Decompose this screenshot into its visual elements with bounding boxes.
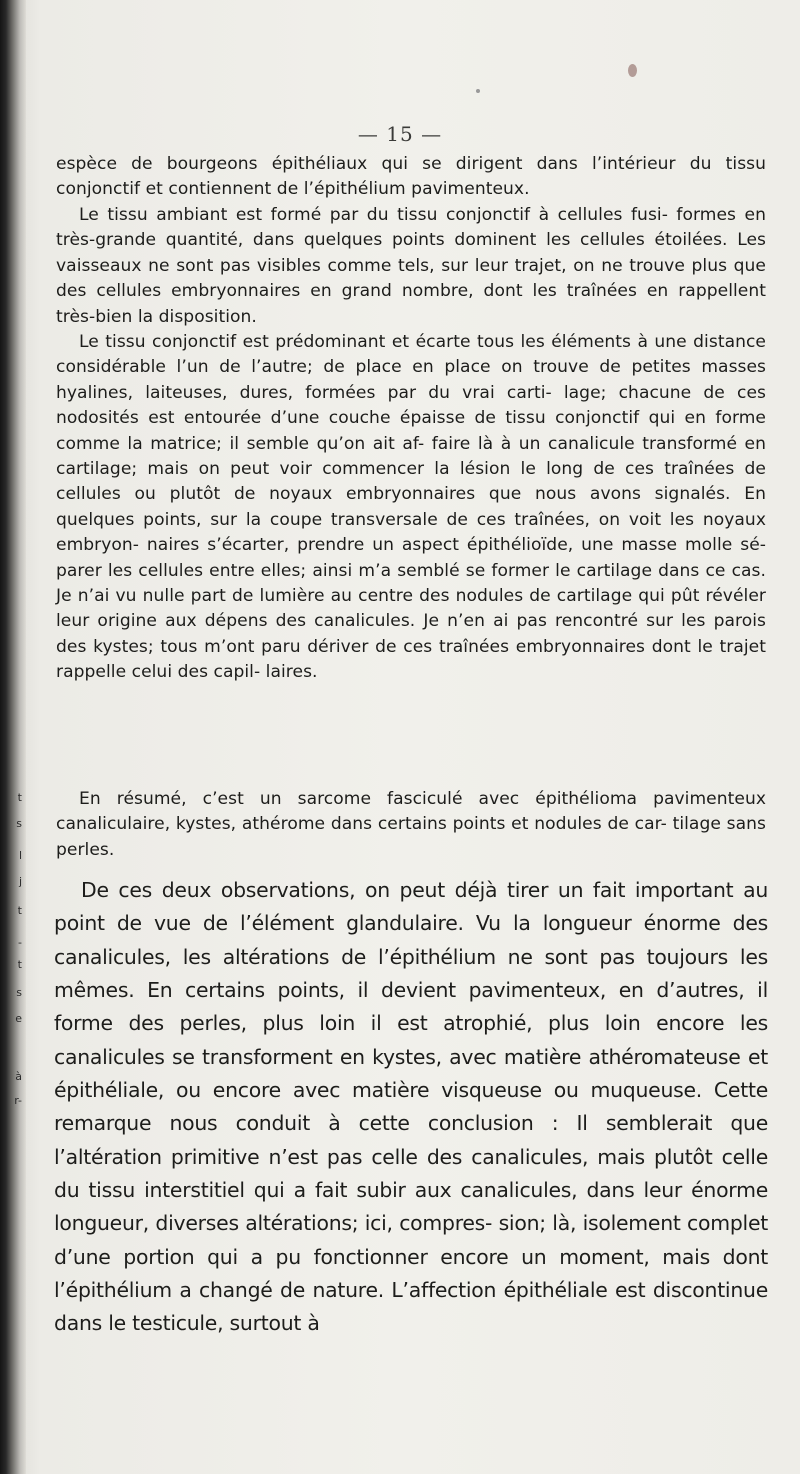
paragraph-continuation: espèce de bourgeons épithéliaux qui se dirigent dans l’intérieur du tissu conjonctif et contiennent de l’épithélium pavimenteux. [56, 154, 766, 200]
margin-fragment: r- [14, 1094, 22, 1107]
margin-fragment: t [17, 958, 22, 971]
page-binding-edge [0, 0, 26, 1474]
margin-fragment: t [17, 904, 22, 917]
margin-fragment: l [18, 849, 22, 862]
margin-fragment: - [18, 936, 22, 949]
margin-fragment: s [16, 986, 22, 999]
margin-fragment: e [15, 1012, 22, 1025]
ink-smudge [628, 64, 637, 77]
paragraph-conclusion: De ces deux observations, on peut déjà tirer un fait important au point de vue de l’élément glandulaire. Vu la longueur énorme des canalicules, les altérations de l’épithélium ne sont pas toujours les mêmes. En certains points, il devient pavimenteux, en d’autres, il forme des perles, plus loin il est atrophié, plus loin encore les canalicules se transforment en kystes, avec matière athéromateuse et épithéliale, ou encore avec matière visqueuse ou muqueuse. Cette remarque nous conduit à cette conclusion : Il semblerait que l’altération primitive n’est pas celle des canalicules, mais plutôt celle du tissu interstitiel qui a fait subir aux canalicules, dans leur énorme longueur, diverses altérations; ici, compres- sion; là, isolement complet d’une portion qui a pu fonctionner encore un moment, mais dont l’épithélium a changé de nature. L’affection épithéliale est discontinue dans le testicule, surtout à [54, 878, 768, 1336]
paper-speck [476, 89, 480, 93]
margin-fragment: s [16, 817, 22, 830]
paragraph-tissue-description: Le tissu ambiant est formé par du tissu conjonctif à cellules fusi- formes en très-grande quantité, dans quelques points dominent les cellules étoilées. Les vaisseaux ne sont pas visibles comme tels, sur leur trajet, on ne trouve plus que des cellules embryonnaires en grand nombre, dont les traînées en rappellent très-bien la disposition. [56, 205, 766, 327]
margin-fragment: j [18, 875, 22, 888]
margin-fragment: t [17, 791, 22, 804]
paragraph-cartilage: Le tissu conjonctif est prédominant et écarte tous les éléments à une distance considérable l’un de l’autre; de place en place on trouve de petites masses hyalines, laiteuses, dures, formées par du vrai carti- lage; chacune de ces nodosités est entourée d’une couche épaisse de tissu conjonctif qui en forme comme la matrice; il semble qu’on ait af- faire là à un canalicule transformé en cartilage; mais on peut voir commencer la lésion le long de ces traînées de cellules ou plutôt de noyaux embryonnaires que nous avons signalés. En quelques points, sur la coupe transversale de ces traînées, on voit les noyaux embryon- naires s’écarter, prendre un aspect épithélioïde, une masse molle sé- parer les cellules entre elles; ainsi m’a semblé se former le cartilage dans ce cas. Je n’ai vu nulle part de lumière au centre des nodules de cartilage qui pût révéler leur origine aux dépens des canalicules. Je n’en ai pas rencontré sur les parois des kystes; tous m’ont paru dériver de ces traînées embryonnaires dont le trajet rappelle celui des capil- laires. [56, 332, 766, 683]
page-number: — 15 — [357, 122, 443, 146]
paragraph-summary: En résumé, c’est un sarcome fasciculé avec épithélioma pavimenteux canaliculaire, kystes, athérome dans certains points et nodules de car- tilage sans perles. [56, 789, 766, 860]
margin-fragment: à [15, 1070, 22, 1083]
